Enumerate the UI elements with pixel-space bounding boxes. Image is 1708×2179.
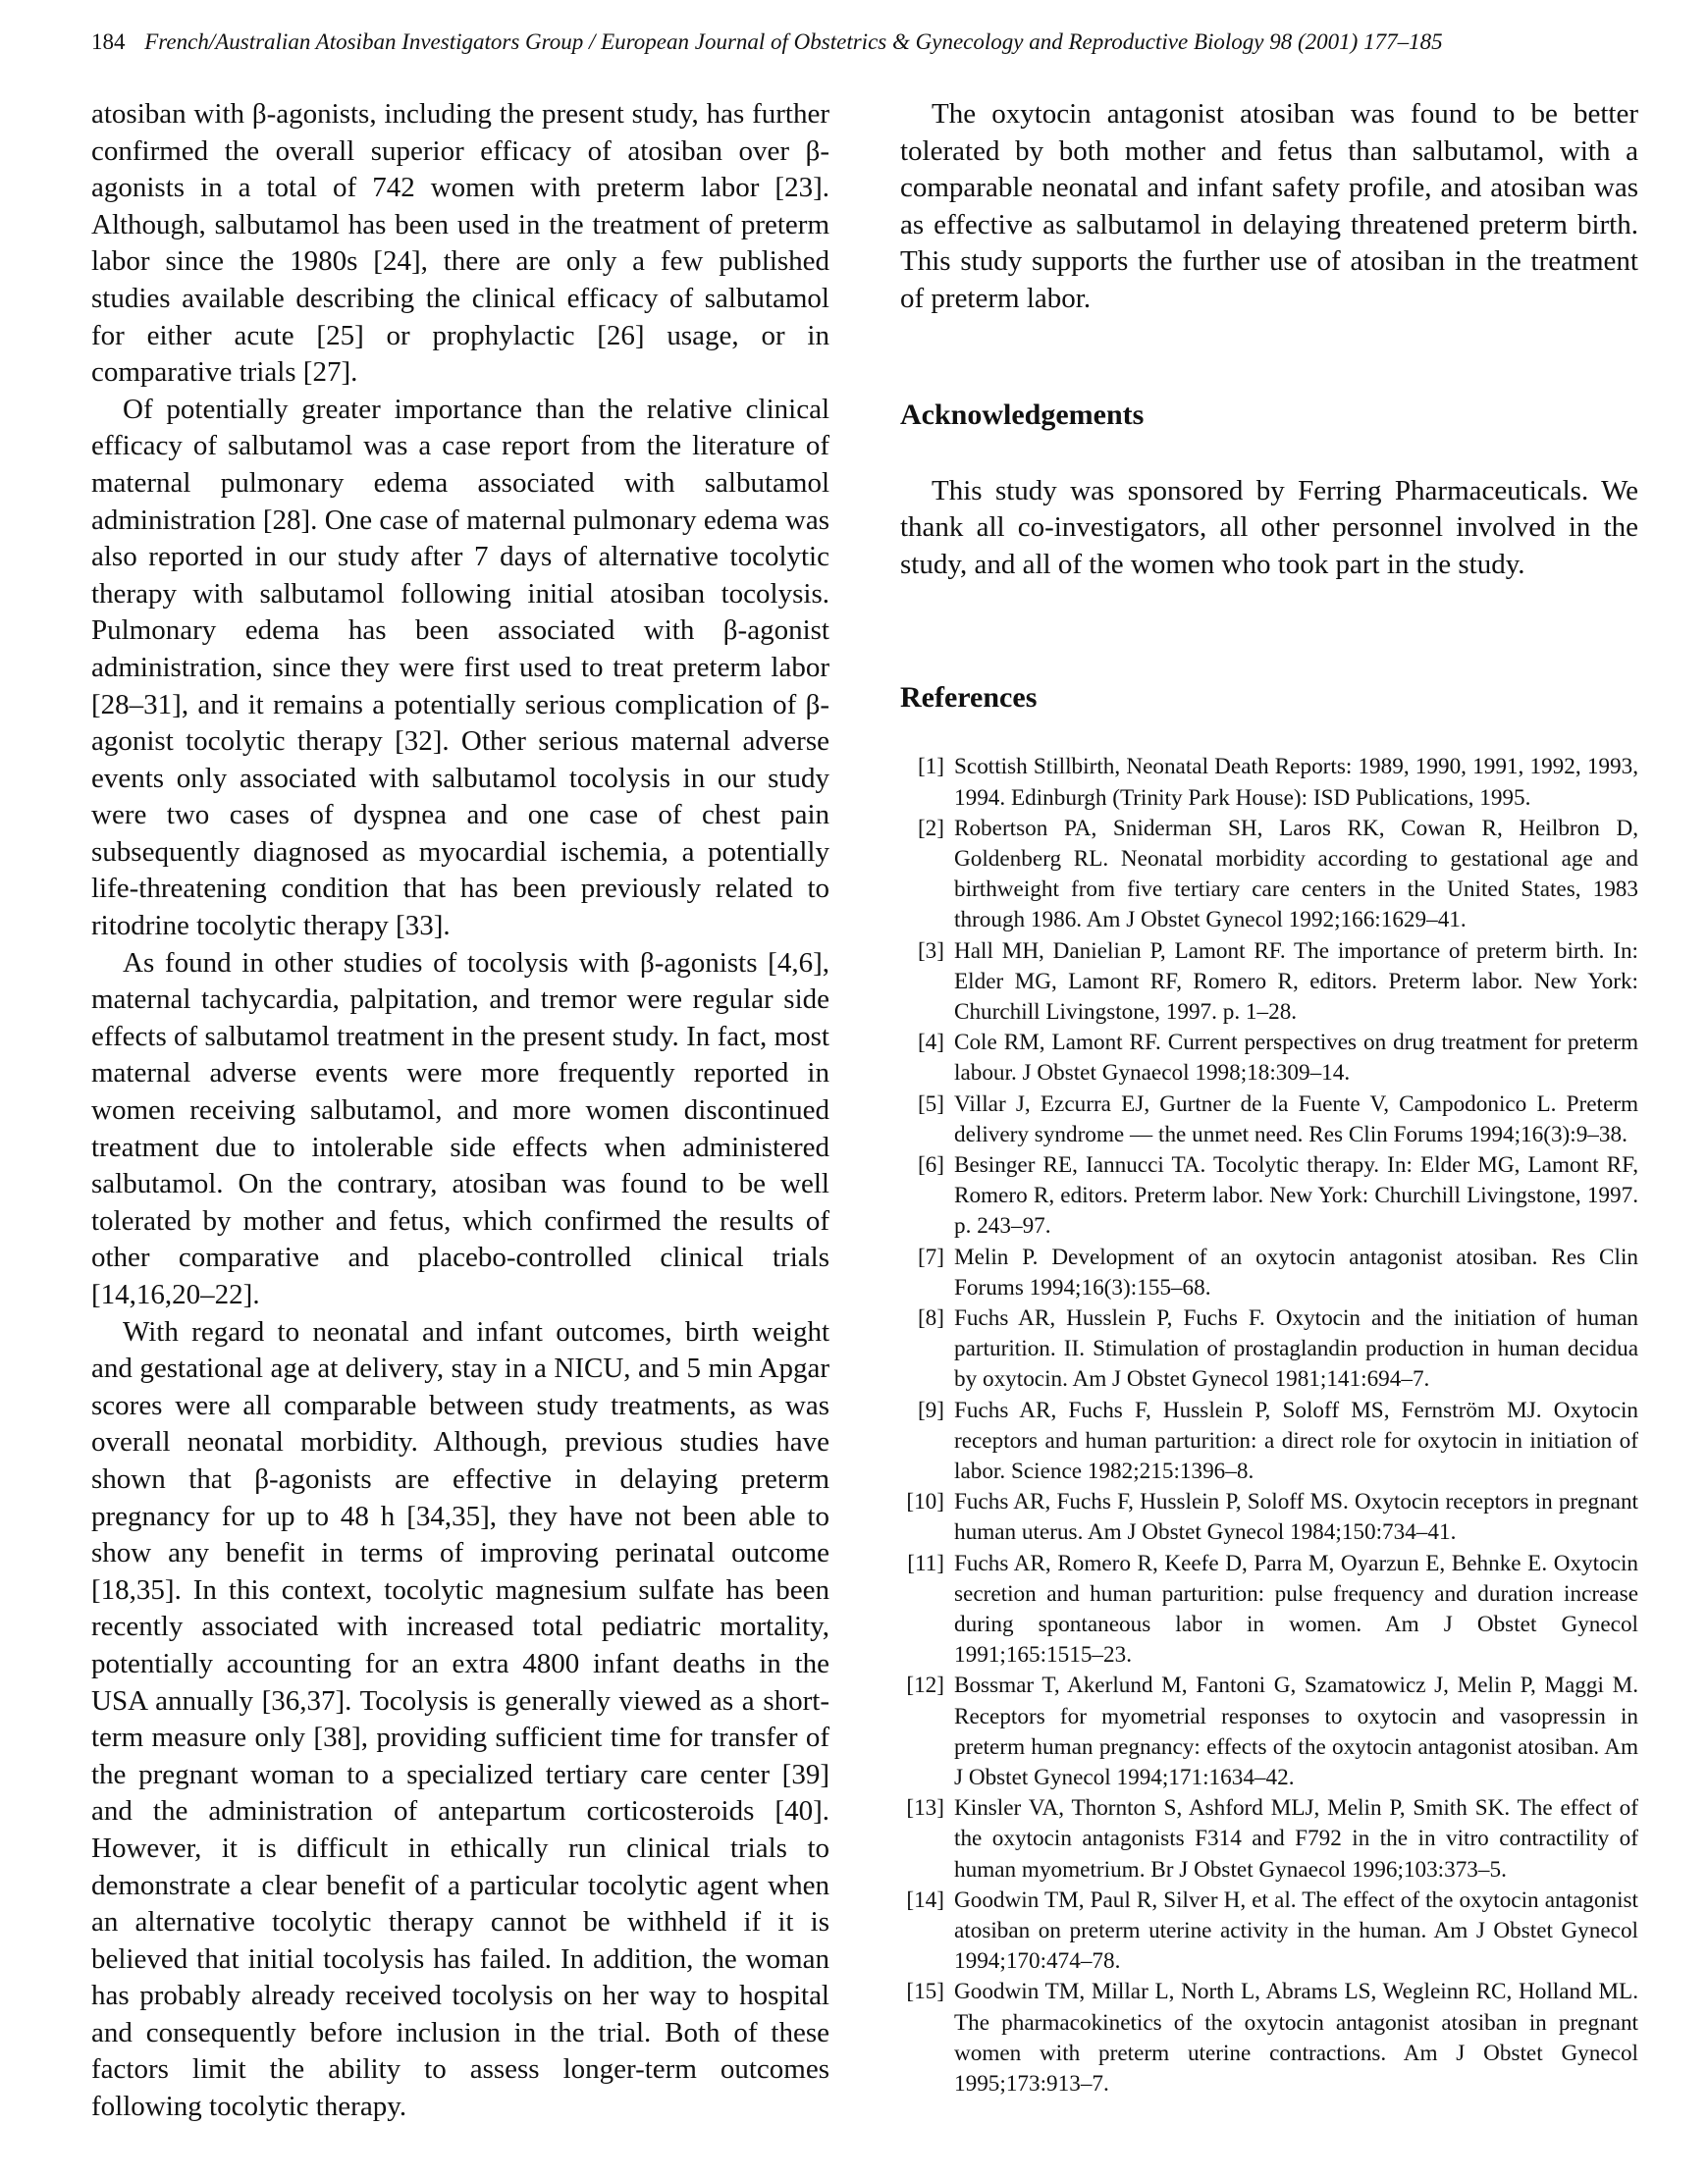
reference-item [900, 1549, 1638, 1672]
reference-item [900, 1977, 1638, 2099]
reference-text: Villar J, Ezcurra EJ, Gurtner de la Fuente V, Campodonico L. Preterm delivery syndrome — the unmet need. Res Clin Forums 1994;16(3):9–38. [954, 1090, 1638, 1147]
reference-item [900, 1396, 1638, 1488]
reference-item [900, 752, 1638, 813]
reference-number: [12] [906, 1673, 944, 1699]
conclusion-paragraph: The oxytocin antagonist atosiban was found to be better tolerated by both mother and fetus than salbutamol, with a comparable neonatal and infant safety profile, and atosiban was as effective as salbutamol in delaying threatened preterm birth. This study supports the further use of atosiban in the treatment of preterm labor. [900, 98, 1638, 314]
reference-number: [1] [917, 754, 944, 780]
reference-text: Fuchs AR, Fuchs F, Husslein P, Soloff MS. Oxytocin receptors in pregnant human uterus. Am J Obstet Gynecol 1984;150:734–41. [954, 1489, 1638, 1546]
body-paragraph: With regard to neonatal and infant outcomes, birth weight and gestational age at delivery, stay in a NICU, and 5 min Apgar scores were all comparable between study treatments, as was overall neonatal morbidity. Although, previous studies have shown that β-agonists are effective in delaying preterm pregnancy for up to 48 h [34,35], they have not been able to show any benefit in terms of improving perinatal outcome [18,35]. In this context, tocolytic magnesium sulfate has been recently associated with increased total pediatric mortality, potentially accounting for an extra 4800 infant deaths in the USA annually [36,37]. Tocolysis is generally viewed as a short-term measure only [38], providing sufficient time for transfer of the pregnant woman to a specialized tertiary care center [39] and the administration of antepartum corticosteroids [40]. However, it is difficult in ethically run clinical trials to demonstrate a clear benefit of a particular tocolytic agent when an alternative tocolytic therapy cannot be withheld if it is believed that initial tocolysis has failed. In addition, the woman has probably already received tocolysis on her way to hospital and consequently before inclusion in the trial. Both of these factors limit the ability to assess longer-term outcomes following tocolytic therapy. [91, 1315, 829, 2123]
reference-text: Robertson PA, Sniderman SH, Laros RK, Cowan R, Heilbron D, Goldenberg RL. Neonatal morbidity according to gestational age and birthweight from five tertiary care centers in the United States, 1983 through 1986. Am J Obstet Gynecol 1992;166:1629–41. [954, 815, 1638, 933]
reference-number: [7] [917, 1244, 944, 1270]
reference-number: [2] [917, 815, 944, 841]
body-paragraph: Of potentially greater importance than the relative clinical efficacy of salbutamol was a case report from the literature of maternal pulmonary edema associated with salbutamol administration [28]. One case of maternal pulmonary edema was also reported in our study after 7 days of alternative tocolytic therapy with salbutamol following initial atosiban tocolysis. Pulmonary edema has been associated with β-agonist administration, since they were first used to treat preterm labor [28–31], and it remains a potentially serious complication of β-agonist tocolytic therapy [32]. Other serious maternal adverse events only associated with salbutamol tocolysis in our study were two cases of dyspnea and one case of chest pain subsequently diagnosed as myocardial ischemia, a potentially life-threatening condition that has been previously related to ritodrine tocolytic therapy [33]. [91, 393, 829, 942]
reference-number: [14] [906, 1887, 944, 1913]
reference-number: [5] [917, 1090, 944, 1117]
page-number: 184 [91, 29, 126, 54]
reference-text: Hall MH, Danielian P, Lamont RF. The importance of preterm birth. In: Elder MG, Lamont RF, Romero R, editors. Preterm labor. New York: Churchill Livingstone, 1997. p. 1–28. [954, 937, 1638, 1025]
reference-number: [11] [907, 1550, 944, 1576]
reference-number: [15] [906, 1979, 944, 2005]
reference-text: Fuchs AR, Fuchs F, Husslein P, Soloff MS, Fernström MJ. Oxytocin receptors and human parturition: a direct role for oxytocin in initiation of labor. Science 1982;215:1396–8. [954, 1397, 1638, 1485]
reference-number: [8] [917, 1305, 944, 1331]
reference-item [900, 1487, 1638, 1548]
reference-item [900, 936, 1638, 1029]
running-header [91, 27, 1623, 57]
reference-text: Melin P. Development of an oxytocin antagonist atosiban. Res Clin Forums 1994;16(3):155–68. [954, 1244, 1638, 1301]
reference-item [900, 1303, 1638, 1396]
acknowledgements-text: This study was sponsored by Ferring Pharmaceuticals. We thank all co-investigators, all other personnel involved in the study, and all of the women who took part in the study. [900, 474, 1638, 580]
reference-text: Goodwin TM, Paul R, Silver H, et al. The effect of the oxytocin antagonist atosiban on preterm uterine activity in the human. Am J Obstet Gynecol 1994;170:474–78. [954, 1887, 1638, 1975]
reference-text: Scottish Stillbirth, Neonatal Death Reports: 1989, 1990, 1991, 1992, 1993, 1994. Edinburgh (Trinity Park House): ISD Publications, 1995. [954, 754, 1638, 811]
reference-text: Fuchs AR, Romero R, Keefe D, Parra M, Oyarzun E, Behnke E. Oxytocin secretion and human parturition: pulse frequency and duration increase during spontaneous labor in women. Am J Obstet Gynecol 1991;165:1515–23. [954, 1550, 1638, 1669]
references-heading: References [900, 681, 1038, 715]
reference-number: [6] [917, 1151, 944, 1178]
reference-item [900, 814, 1638, 936]
reference-text: Kinsler VA, Thornton S, Ashford MLJ, Melin P, Smith SK. The effect of the oxytocin antagonists F314 and F792 in the in vitro contractility of human myometrium. Br J Obstet Gynaecol 1996;103:373–5. [954, 1795, 1638, 1883]
reference-text: Cole RM, Lamont RF. Current perspectives on drug treatment for preterm labour. J Obstet Gynaecol 1998;18:309–14. [954, 1030, 1638, 1087]
reference-item [900, 1090, 1638, 1150]
reference-item [900, 1150, 1638, 1243]
reference-text: Besinger RE, Iannucci TA. Tocolytic therapy. In: Elder MG, Lamont RF, Romero R, editors. Preterm labor. New York: Churchill Livingstone, 1997. p. 243–97. [954, 1151, 1638, 1240]
body-paragraph: atosiban with β-agonists, including the present study, has further confirmed the overall superior efficacy of atosiban over β-agonists in a total of 742 women with preterm labor [23]. Although, salbutamol has been used in the treatment of preterm labor since the 1980s [24], there are only a few published studies available describing the clinical efficacy of salbutamol for either acute [25] or prophylactic [26] usage, or in comparative trials [27]. [91, 98, 829, 389]
reference-list [900, 752, 1638, 2099]
reference-text: Fuchs AR, Husslein P, Fuchs F. Oxytocin and the initiation of human parturition. II. Stimulation of prostaglandin production in human decidua by oxytocin. Am J Obstet Gynecol 1981;141:694–7. [954, 1305, 1638, 1393]
reference-number: [3] [917, 937, 944, 964]
acknowledgements-heading: Acknowledgements [900, 398, 1145, 431]
reference-item [900, 1886, 1638, 1978]
reference-item [900, 1243, 1638, 1303]
right-column [900, 96, 1638, 2099]
reference-number: [4] [917, 1030, 944, 1056]
running-title: French/Australian Atosiban Investigators Group / European Journal of Obstetrics & Gynecology and Reproductive Biology 98 (2001) 177–185 [144, 29, 1443, 54]
reference-item [900, 1793, 1638, 1886]
reference-text: Bossmar T, Akerlund M, Fantoni G, Szamatowicz J, Melin P, Maggi M. Receptors for myometrial responses to oxytocin and vasopressin in preterm human pregnancy: effects of the oxytocin antagonist atosiban. Am J Obstet Gynecol 1994;171:1634–42. [954, 1673, 1638, 1791]
body-paragraph: As found in other studies of tocolysis with β-agonists [4,6], maternal tachycardia, palpitation, and tremor were regular side effects of salbutamol treatment in the present study. In fact, most maternal adverse events were more frequently reported in women receiving salbutamol, and more women discontinued treatment due to intolerable side effects when administered salbutamol. On the contrary, atosiban was found to be well tolerated by mother and fetus, which confirmed the results of other comparative and placebo-controlled clinical trials [14,16,20–22]. [91, 946, 829, 1310]
reference-number: [13] [906, 1795, 944, 1822]
reference-item [900, 1671, 1638, 1793]
reference-text: Goodwin TM, Millar L, North L, Abrams LS, Wegleinn RC, Holland ML. The pharmacokinetics of the oxytocin antagonist atosiban in pregnant women with preterm uterine contractions. Am J Obstet Gynecol 1995;173:913–7. [954, 1979, 1638, 2098]
reference-number: [9] [917, 1397, 944, 1423]
reference-number: [10] [906, 1489, 944, 1515]
reference-item [900, 1028, 1638, 1089]
left-column [91, 96, 829, 2126]
